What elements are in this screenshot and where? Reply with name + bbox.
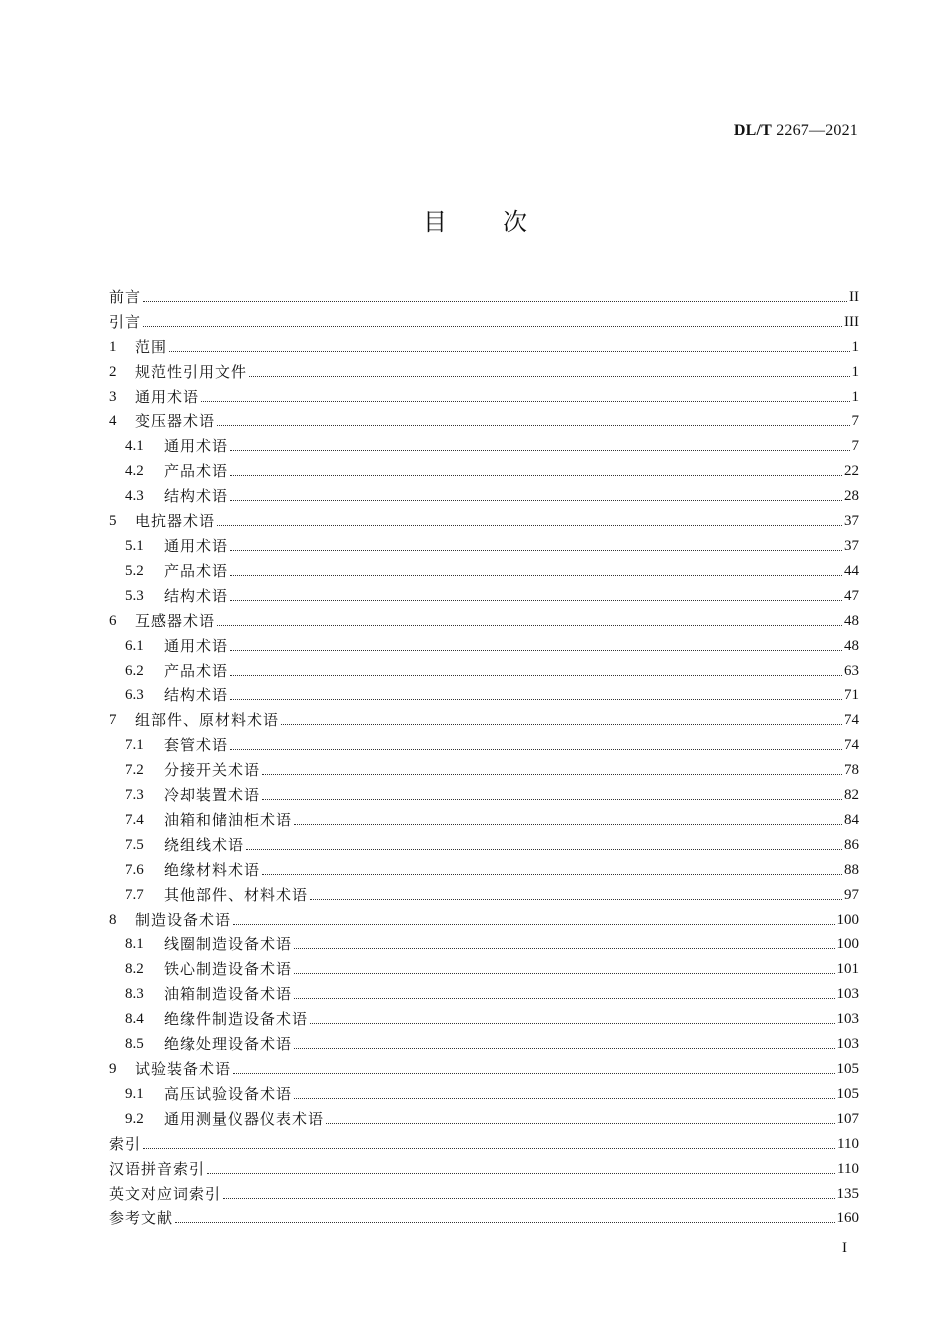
toc-entry-number: 8.5 xyxy=(125,1036,144,1053)
toc-dot-leader xyxy=(294,997,834,999)
toc-entry[interactable] xyxy=(109,855,859,880)
toc-dot-leader xyxy=(217,424,849,426)
toc-entry-number: 1 xyxy=(109,338,117,355)
toc-entry-page: 7 xyxy=(851,413,859,430)
toc-entry-number: 2 xyxy=(109,363,117,380)
toc-entry-label: 结构术语 xyxy=(164,487,229,506)
toc-entry-label: 汉语拼音索引 xyxy=(109,1159,206,1178)
toc-entry-page: 28 xyxy=(844,488,859,505)
toc-entry[interactable] xyxy=(109,581,859,606)
toc-entry[interactable] xyxy=(109,382,859,407)
toc-entry-label: 试验装备术语 xyxy=(135,1060,232,1078)
toc-entry-label: 变压器术语 xyxy=(135,412,216,431)
toc-entry-number: 4.2 xyxy=(125,463,144,480)
toc-entry-number: 9.2 xyxy=(125,1110,144,1127)
toc-entry-page: 105 xyxy=(836,1085,859,1102)
toc-entry-page: 110 xyxy=(837,1160,859,1177)
toc-entry[interactable] xyxy=(109,1004,859,1029)
toc-entry-label: 冷却装置术语 xyxy=(164,786,261,805)
toc-dot-leader xyxy=(230,599,842,601)
toc-dot-leader xyxy=(294,947,834,949)
toc-entry-label: 索引 xyxy=(109,1134,142,1153)
toc-dot-leader xyxy=(262,798,842,800)
toc-entry-page: 84 xyxy=(844,811,859,828)
document-code xyxy=(734,122,858,140)
page-number: I xyxy=(842,1240,847,1256)
toc-dot-leader xyxy=(310,1022,834,1024)
toc-dot-leader xyxy=(169,350,849,352)
toc-entry-number: 5.2 xyxy=(125,562,144,579)
toc-entry-number: 3 xyxy=(109,388,117,405)
toc-entry-page: 1 xyxy=(851,338,859,355)
toc-entry-label: 套管术语 xyxy=(164,736,229,755)
toc-entry-label: 其他部件、材料术语 xyxy=(164,885,309,904)
toc-entry-label: 组部件、原材料术语 xyxy=(135,711,280,730)
toc-entry-number: 9 xyxy=(109,1061,117,1077)
toc-entry-number: 8.2 xyxy=(125,961,144,978)
toc-entry-number: 4.3 xyxy=(125,488,144,505)
toc-entry[interactable] xyxy=(109,307,859,332)
toc-entry-label: 绝缘件制造设备术语 xyxy=(164,1010,309,1029)
toc-entry-page: II xyxy=(849,288,859,305)
toc-dot-leader xyxy=(143,300,847,302)
toc-dot-leader xyxy=(217,524,842,526)
toc-dot-leader xyxy=(230,499,842,501)
toc-dot-leader xyxy=(294,972,834,974)
toc-entry[interactable] xyxy=(109,1029,859,1054)
toc-entry-label: 油箱和储油柜术语 xyxy=(164,810,293,829)
toc-entry-page: 48 xyxy=(844,612,859,629)
toc-entry[interactable] xyxy=(109,531,859,556)
toc-entry-page: 37 xyxy=(844,537,859,554)
toc-entry-number: 5.3 xyxy=(125,587,144,604)
toc-entry[interactable] xyxy=(109,681,859,706)
toc-entry[interactable] xyxy=(109,780,859,805)
toc-entry[interactable] xyxy=(109,979,859,1004)
toc-dot-leader xyxy=(246,848,842,850)
toc-entry-page: 74 xyxy=(844,737,859,754)
toc-entry-page: 88 xyxy=(844,861,859,878)
toc-entry-page: 100 xyxy=(836,936,859,953)
toc-dot-leader xyxy=(294,1097,834,1099)
toc-entry[interactable] xyxy=(109,407,859,432)
toc-entry-label: 绝缘处理设备术语 xyxy=(164,1035,293,1054)
toc-entry-page: 74 xyxy=(844,712,859,729)
toc-entry[interactable] xyxy=(109,830,859,855)
toc-dot-leader xyxy=(262,773,842,775)
toc-entry-label: 产品术语 xyxy=(164,462,229,481)
toc-entry-page: 105 xyxy=(836,1061,859,1077)
toc-entry[interactable] xyxy=(109,1154,859,1179)
toc-entry[interactable] xyxy=(109,954,859,979)
toc-entry-page: 101 xyxy=(836,961,859,978)
toc-entry[interactable] xyxy=(109,506,859,531)
toc-entry-number: 7.4 xyxy=(125,811,144,828)
toc-entry-page: 47 xyxy=(844,587,859,604)
toc-entry[interactable] xyxy=(109,606,859,631)
toc-entry[interactable] xyxy=(109,481,859,506)
toc-entry-page: 63 xyxy=(844,662,859,679)
toc-dot-leader xyxy=(233,1072,834,1074)
toc-entry[interactable] xyxy=(109,905,859,930)
toc-entry[interactable] xyxy=(109,755,859,780)
toc-dot-leader xyxy=(223,1197,834,1199)
toc-entry[interactable] xyxy=(109,357,859,382)
toc-entry-page: 1 xyxy=(851,363,859,380)
document-code-prefix: DL/T xyxy=(733,122,772,139)
toc-entry-number: 4.1 xyxy=(125,438,144,455)
toc-entry-number: 6.1 xyxy=(125,637,144,654)
toc-entry[interactable] xyxy=(109,631,859,656)
toc-dot-leader xyxy=(249,375,849,377)
toc-entry[interactable] xyxy=(109,930,859,955)
toc-entry[interactable] xyxy=(109,656,859,681)
toc-entry-page: 48 xyxy=(844,637,859,654)
toc-entry-label: 线圈制造设备术语 xyxy=(164,935,293,954)
toc-entry-label: 通用术语 xyxy=(164,636,229,655)
document-code-suffix: 2267—2021 xyxy=(772,122,858,139)
toc-dot-leader xyxy=(230,549,842,551)
toc-entry-label: 前言 xyxy=(109,287,142,306)
toc-entry-label: 英文对应词索引 xyxy=(109,1184,222,1203)
toc-entry[interactable] xyxy=(109,1104,859,1129)
toc-entry[interactable] xyxy=(109,705,859,730)
toc-entry-number: 8 xyxy=(109,911,117,928)
toc-entry-page: 37 xyxy=(844,513,859,530)
toc-entry-number: 6.2 xyxy=(125,662,144,679)
toc-entry[interactable] xyxy=(109,431,859,456)
toc-entry[interactable] xyxy=(109,556,859,581)
toc-entry[interactable] xyxy=(109,456,859,481)
toc-entry-number: 6.3 xyxy=(125,687,144,704)
toc-entry[interactable] xyxy=(109,805,859,830)
toc-entry[interactable] xyxy=(109,1054,859,1079)
toc-dot-leader xyxy=(230,748,842,750)
toc-entry-page: 78 xyxy=(844,762,859,779)
toc-entry-label: 结构术语 xyxy=(164,586,229,605)
toc-entry-page: 44 xyxy=(844,562,859,579)
toc-entry-page: 103 xyxy=(836,1036,859,1053)
toc-entry[interactable] xyxy=(109,880,859,905)
toc-dot-leader xyxy=(294,823,842,825)
toc-entry-page: 107 xyxy=(836,1110,859,1127)
toc-entry-label: 产品术语 xyxy=(164,661,229,680)
toc-entry-page: 82 xyxy=(844,787,859,804)
toc-dot-leader xyxy=(310,898,842,900)
toc-entry-page: 22 xyxy=(844,463,859,480)
toc-entry-page: 71 xyxy=(844,687,859,704)
toc-entry-page: 135 xyxy=(836,1185,859,1202)
toc-entry-page: 100 xyxy=(836,911,859,928)
toc-entry-page: III xyxy=(844,313,859,330)
toc-dot-leader xyxy=(230,649,842,651)
toc-entry-label: 高压试验设备术语 xyxy=(164,1084,293,1103)
toc-entry-label: 互感器术语 xyxy=(135,611,216,630)
toc-entry-label: 制造设备术语 xyxy=(135,910,232,929)
toc-entry-label: 通用术语 xyxy=(164,536,229,555)
toc-entry-number: 9.1 xyxy=(125,1085,144,1102)
toc-entry-label: 参考文献 xyxy=(109,1209,174,1228)
toc-entry-page: 110 xyxy=(837,1135,859,1152)
toc-entry-number: 6 xyxy=(109,612,117,629)
toc-entry[interactable] xyxy=(109,1079,859,1104)
toc-entry-page: 7 xyxy=(851,438,859,455)
toc-dot-leader xyxy=(326,1122,834,1124)
toc-entry-label: 引言 xyxy=(109,312,142,331)
toc-dot-leader xyxy=(233,923,834,925)
toc-entry[interactable] xyxy=(109,1129,859,1154)
toc-entry-label: 规范性引用文件 xyxy=(135,362,248,381)
toc-entry-number: 5.1 xyxy=(125,537,144,554)
toc-dot-leader xyxy=(201,400,849,402)
toc-entry-label: 油箱制造设备术语 xyxy=(164,985,293,1004)
toc-entry-label: 绝缘材料术语 xyxy=(164,860,261,879)
toc-dot-leader xyxy=(207,1172,835,1174)
toc-entry-label: 通用术语 xyxy=(164,437,229,456)
toc-entry[interactable] xyxy=(109,282,859,307)
toc-dot-leader xyxy=(230,574,842,576)
toc-entry-label: 绕组线术语 xyxy=(164,835,245,854)
toc-entry-page: 86 xyxy=(844,836,859,853)
page-title: 目次 xyxy=(423,208,583,236)
toc-dot-leader xyxy=(217,624,842,626)
toc-entry-label: 范围 xyxy=(135,337,168,356)
toc-entry-number: 8.4 xyxy=(125,1011,144,1028)
toc-dot-leader xyxy=(294,1047,834,1049)
toc-dot-leader xyxy=(143,1147,835,1149)
toc-entry-page: 97 xyxy=(844,886,859,903)
toc-dot-leader xyxy=(175,1221,834,1223)
toc-entry-number: 4 xyxy=(109,413,117,430)
toc-entry-label: 铁心制造设备术语 xyxy=(164,960,293,979)
toc-entry-number: 8.1 xyxy=(125,936,144,953)
toc-dot-leader xyxy=(143,325,842,327)
toc-entry-label: 通用术语 xyxy=(135,387,200,406)
toc-dot-leader xyxy=(281,723,842,725)
toc-entry-number: 7.5 xyxy=(125,836,144,853)
toc-entry-page: 103 xyxy=(836,986,859,1003)
toc-entry-label: 通用测量仪器仪表术语 xyxy=(164,1109,325,1128)
toc-entry-label: 产品术语 xyxy=(164,561,229,580)
toc-entry-number: 5 xyxy=(109,513,117,530)
toc-entry-number: 7.2 xyxy=(125,762,144,779)
toc-entry[interactable] xyxy=(109,1179,859,1204)
toc-entry[interactable] xyxy=(109,1204,859,1229)
toc-dot-leader xyxy=(262,873,842,875)
toc-entry-number: 7.3 xyxy=(125,787,144,804)
toc-entry-label: 结构术语 xyxy=(164,686,229,705)
table-of-contents xyxy=(109,282,859,1228)
toc-entry[interactable] xyxy=(109,730,859,755)
toc-entry[interactable] xyxy=(109,332,859,357)
toc-entry-number: 7 xyxy=(109,712,117,729)
toc-dot-leader xyxy=(230,698,842,700)
toc-dot-leader xyxy=(230,474,842,476)
toc-entry-page: 1 xyxy=(851,388,859,405)
toc-entry-number: 7.1 xyxy=(125,737,144,754)
toc-entry-number: 7.7 xyxy=(125,886,144,903)
toc-entry-page: 103 xyxy=(836,1011,859,1028)
toc-entry-number: 8.3 xyxy=(125,986,144,1003)
toc-dot-leader xyxy=(230,674,842,676)
toc-dot-leader xyxy=(230,449,849,451)
toc-entry-page: 160 xyxy=(836,1210,859,1227)
toc-entry-number: 7.6 xyxy=(125,861,144,878)
toc-entry-label: 分接开关术语 xyxy=(164,761,261,780)
toc-entry-label: 电抗器术语 xyxy=(135,512,216,531)
